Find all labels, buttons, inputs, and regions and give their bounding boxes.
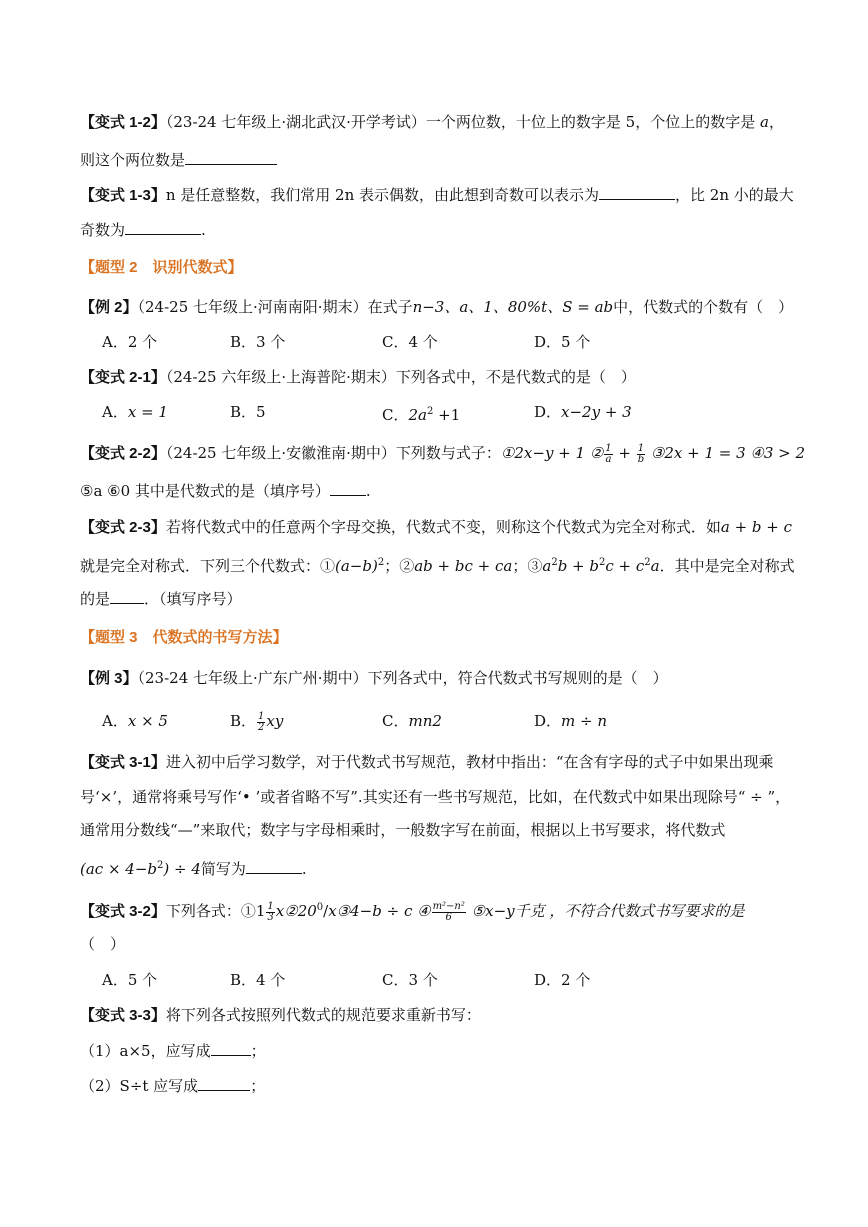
variant-3-2-line2: （ ） xyxy=(80,935,126,953)
variant-1-2-line2: 则这个两位数是 xyxy=(80,149,810,170)
option-b[interactable]: B．3 个 xyxy=(230,333,286,351)
variant-tag: 【变式 2-3】 xyxy=(80,519,166,536)
example-3-line1: 【例 3】（23-24 七年级上·广东广州·期中）下列各式中，符合代数式书写规则的是（ ） xyxy=(80,669,668,687)
option-a[interactable]: A．x × 5 xyxy=(102,712,168,730)
variant-1-3-line1: 【变式 1-3】n 是任意整数，我们常用 2n 表示偶数，由此想到奇数可以表示为 ，比 2n 小的最大 xyxy=(80,186,794,204)
variant-tag: 【变式 3-3】 xyxy=(80,1007,166,1024)
variant-3-1-line1: 【变式 3-1】进入初中后学习数学，对于代数式书写规范，教材中指出：“在含有字母的式子中如果出现乘 xyxy=(80,753,774,771)
option-c[interactable]: C．4 个 xyxy=(382,333,438,351)
variant-2-3-line1: 【变式 2-3】若将代数式中的任意两个字母交换，代数式不变，则称这个代数式为完全对称式．如a + b + c xyxy=(80,518,793,536)
fraction: $\frac{\text{m²−n²}}{6}$ xyxy=(432,900,465,923)
fraction: $\frac{1}{b}$ xyxy=(637,442,645,465)
answer-blank[interactable] xyxy=(246,858,302,874)
variant-3-3-item1: （1）a×5，应写成 ； xyxy=(80,1042,266,1060)
variant-3-3-line1: 【变式 3-3】将下列各式按照列代数式的规范要求重新书写： xyxy=(80,1006,481,1024)
answer-blank[interactable] xyxy=(211,1040,251,1056)
variant-3-3-item2: （2）S÷t 应写成 ； xyxy=(80,1077,266,1095)
variant-2-3-line3: 的是 ．（填写序号） xyxy=(80,590,242,608)
option-c[interactable]: C．3 个 xyxy=(382,971,438,989)
option-a[interactable]: A．x = 1 xyxy=(102,403,168,421)
option-a[interactable]: A．2 个 xyxy=(102,333,158,351)
option-c[interactable]: C．$2a^2 +1$ xyxy=(382,406,461,424)
variant-3-1-line4: $(ac \times 4-b^2) \div 4$简写为 . xyxy=(80,860,307,878)
variant-tag: 【变式 3-1】 xyxy=(80,754,166,771)
section-heading-2: 【题型 2 识别代数式】 xyxy=(80,259,243,276)
answer-blank[interactable] xyxy=(185,149,277,165)
example-2-line1: 【例 2】（24-25 七年级上·河南南阳·期末）在式子n−3、a、1、80%t、S = ab中，代数式的个数有（ ） xyxy=(80,298,794,316)
fraction: $\frac{1}{3}$ xyxy=(267,900,274,923)
option-b[interactable]: B．5 xyxy=(230,403,266,421)
option-d[interactable]: D．5 个 xyxy=(534,333,591,351)
answer-blank[interactable] xyxy=(110,588,144,604)
variant-1-3-line2: 奇数为 . xyxy=(80,221,206,239)
variant-tag: 【变式 2-2】 xyxy=(80,445,166,462)
variant-2-2-line2: ⑤a ⑥0 其中是代数式的是（填序号） . xyxy=(80,482,371,500)
variant-3-2-line1: 【变式 3-2】下列各式：①1 $\frac{1}{3}$ $x②20^0/x③4-b \div c$ ④ $\frac{\text{m²−n²}}{6}$ ⑤x−y千克 ，不符合代数式书写要求的是 xyxy=(80,900,745,923)
option-d[interactable]: D．m ÷ n xyxy=(534,712,608,730)
option-c[interactable]: C．mn2 xyxy=(382,712,442,730)
fraction: $\frac{1}{a}$ xyxy=(605,442,612,465)
variant-tag: 【变式 1-3】 xyxy=(80,187,166,204)
option-b[interactable]: B． $\frac{1}{2}$ xy xyxy=(230,710,284,733)
variant-2-3-line2: 就是完全对称式．下列三个代数式：$①(a-b)^2$；②ab + bc + ca；$③a^2b + b^2c + c^2a$．其中是完全对称式 xyxy=(80,557,795,575)
variant-3-1-line3: 通常用分数线“—”来取代；数字与字母相乘时，一般数字写在前面，根据以上书写要求，将代数式 xyxy=(80,821,726,839)
answer-blank[interactable] xyxy=(198,1075,250,1091)
fraction: $\frac{1}{2}$ xyxy=(258,710,265,733)
answer-blank[interactable] xyxy=(599,184,675,200)
variant-tag: 【变式 1-2】 xyxy=(80,114,166,131)
section-heading-3: 【题型 3 代数式的书写方法】 xyxy=(80,629,288,646)
variant-tag: 【变式 3-2】 xyxy=(80,903,166,920)
variant-3-1-line2: 号‘×’，通常将乘号写作‘• ’或者省略不写”.其实还有一些书写规范，比如，在代数式中如果出现除号“ ÷ ”， xyxy=(80,788,791,806)
option-a[interactable]: A．5 个 xyxy=(102,971,158,989)
example-tag: 【例 2】 xyxy=(80,299,138,316)
answer-blank[interactable] xyxy=(330,480,366,496)
option-d[interactable]: D．2 个 xyxy=(534,971,591,989)
option-b[interactable]: B．4 个 xyxy=(230,971,286,989)
option-d[interactable]: D．x−2y + 3 xyxy=(534,403,632,421)
variant-2-2-line1: 【变式 2-2】（24-25 七年级上·安徽淮南·期中）下列数与式子：①2x−y + 1 ② $\frac{1}{a}$ + $\frac{1}{b}$ ③2x + 1 = 3 ④3 > 2 xyxy=(80,442,806,465)
example-tag: 【例 3】 xyxy=(80,670,138,687)
variant-1-2-line1: 【变式 1-2】（23-24 七年级上·湖北武汉·开学考试）一个两位数，十位上的数字是 5，个位上的数字是 a， xyxy=(80,113,784,131)
variant-2-1-line1: 【变式 2-1】（24-25 六年级上·上海普陀·期末）下列各式中，不是代数式的是（ ） xyxy=(80,368,636,386)
answer-blank[interactable] xyxy=(125,219,201,235)
variant-tag: 【变式 2-1】 xyxy=(80,369,166,386)
